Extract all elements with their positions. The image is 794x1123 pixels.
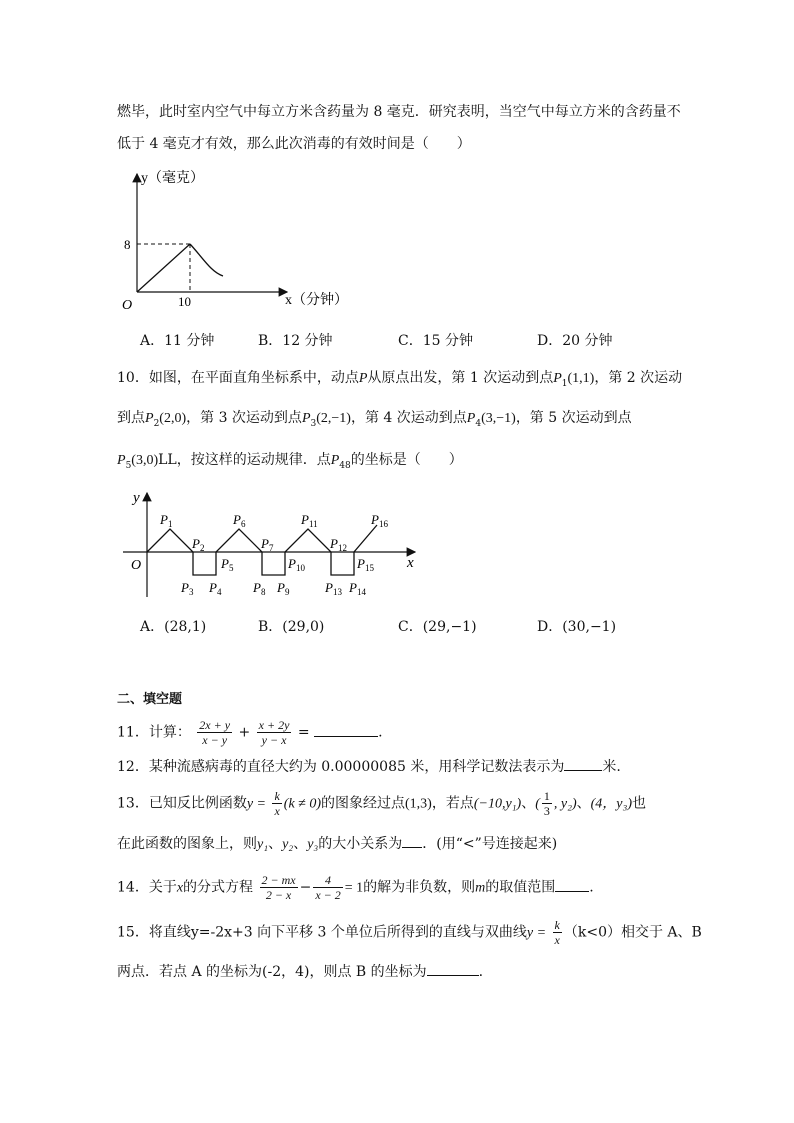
- q11: 11．计算： $\frac{2x + y}{x - y}$ + $\frac{x + 2y}{y - x}$ = .: [117, 718, 383, 747]
- label-p5: $P_5$: [221, 556, 234, 573]
- q9-y-tick: 8: [124, 237, 131, 252]
- label-p12: $P_{12}$: [330, 536, 347, 553]
- q10-option-b[interactable]: B．(29,0): [258, 619, 325, 635]
- label-p2: $P_2$: [192, 536, 205, 553]
- q13-answer-blank[interactable]: [402, 835, 422, 848]
- label-p1: $P_1$: [160, 512, 173, 529]
- q11-answer-blank[interactable]: [314, 724, 378, 737]
- q9-origin: O: [122, 298, 133, 313]
- q9-rise-line: [137, 244, 190, 292]
- label-p15: $P_{15}$: [357, 556, 374, 573]
- q10-option-d[interactable]: D．(30,−1): [537, 619, 617, 635]
- q14-answer-blank[interactable]: [555, 879, 589, 892]
- q15-line1: 15．将直线y=-2x+3 向下平移 3 个单位后所得到的直线与双曲线y = $\frac{k}{x}$ （k<0）相交于 A、B: [117, 918, 702, 947]
- q9-x-label: x（分钟）: [285, 293, 348, 308]
- label-p9: $P_9$: [277, 580, 290, 597]
- q9-x-tick: 10: [178, 294, 191, 309]
- label-p11: $P_{11}$: [301, 512, 318, 529]
- q9-graph: [115, 168, 355, 318]
- q9-option-a[interactable]: A．11 分钟: [140, 333, 215, 349]
- label-p16: $P_{16}$: [371, 512, 388, 529]
- label-p6: $P_6$: [233, 512, 246, 529]
- q10-origin: O: [131, 558, 142, 573]
- q9-option-c[interactable]: C．15 分钟: [398, 333, 473, 349]
- q12-answer-blank[interactable]: [564, 758, 602, 771]
- label-p3: $P_3$: [181, 580, 194, 597]
- q10-line3: $P_5(3,0)LL$，按这样的运动规律．点$P_{48}$的坐标是（ ）: [117, 452, 463, 471]
- label-p14: $P_{14}$: [349, 580, 366, 597]
- label-p13: $P_{13}$: [325, 580, 342, 597]
- q9-decay-curve: [190, 244, 223, 276]
- q12: 12．某种流感病毒的直径大约为 0.00000085 米，用科学记数法表示为 米.: [117, 759, 621, 775]
- section-title: 二、填空题: [117, 692, 183, 707]
- q9-option-b[interactable]: B．12 分钟: [258, 333, 333, 349]
- q11-frac1: $\frac{2x + y}{x - y}$: [199, 718, 231, 747]
- label-p4: $P_4$: [209, 580, 222, 597]
- q9-option-d[interactable]: D．20 分钟: [537, 333, 613, 349]
- q14: 14．关于x的分式方程 $\frac{2 - mx}{2 - x}$ − $\frac{4}{x - 2}$ = 1的解为非负数，则m的取值范围 .: [117, 873, 594, 902]
- label-p10: $P_{10}$: [288, 556, 305, 573]
- q15-answer-blank[interactable]: [427, 963, 479, 976]
- q13-line1: 13．已知反比例函数y = $\frac{k}{x}$ (k ≠ 0)的图象经过点(1,3)，若点(−10,y₁)、( $\frac{1}{3}$ , y₂)、(4，y₃)也: [117, 789, 647, 818]
- q10-y-label: y: [133, 490, 140, 506]
- q9-y-label: y（毫克）: [141, 171, 204, 186]
- q10-option-a[interactable]: A．(28,1): [140, 619, 207, 635]
- q10-graph: [115, 485, 425, 600]
- q13-line2: 在此函数的图象上，则y₁、y₂、y₃的大小关系为 ．(用“<”号连接起来): [117, 836, 558, 852]
- q11-frac2: $\frac{x + 2y}{y - x}$: [258, 718, 290, 747]
- label-p8: $P_8$: [253, 580, 266, 597]
- q9-line1: 燃毕，此时室内空气中每立方米含药量为 8 毫克．研究表明，当空气中每立方米的含药量不: [117, 104, 681, 120]
- q10-line2: 到点$P_2(2,0)$，第 3 次运动到点$P_3(2,-1)$，第 4 次运动到点$P_4(3,-1)$，第 5 次运动到点: [117, 410, 632, 429]
- q10-option-c[interactable]: C．(29,−1): [398, 619, 477, 635]
- label-p7: $P_7$: [261, 536, 274, 553]
- q10-x-label: x: [407, 555, 414, 571]
- q15-line2: 两点．若点 A 的坐标为(-2，4)，则点 B 的坐标为 .: [117, 964, 484, 980]
- q10-line1: 10．如图，在平面直角坐标系中，动点P从原点出发，第 1 次运动到点$P_1(1,1)$，第 2 次运动: [117, 370, 683, 389]
- q9-line2: 低于 4 毫克才有效，那么此次消毒的有效时间是（ ）: [117, 136, 471, 152]
